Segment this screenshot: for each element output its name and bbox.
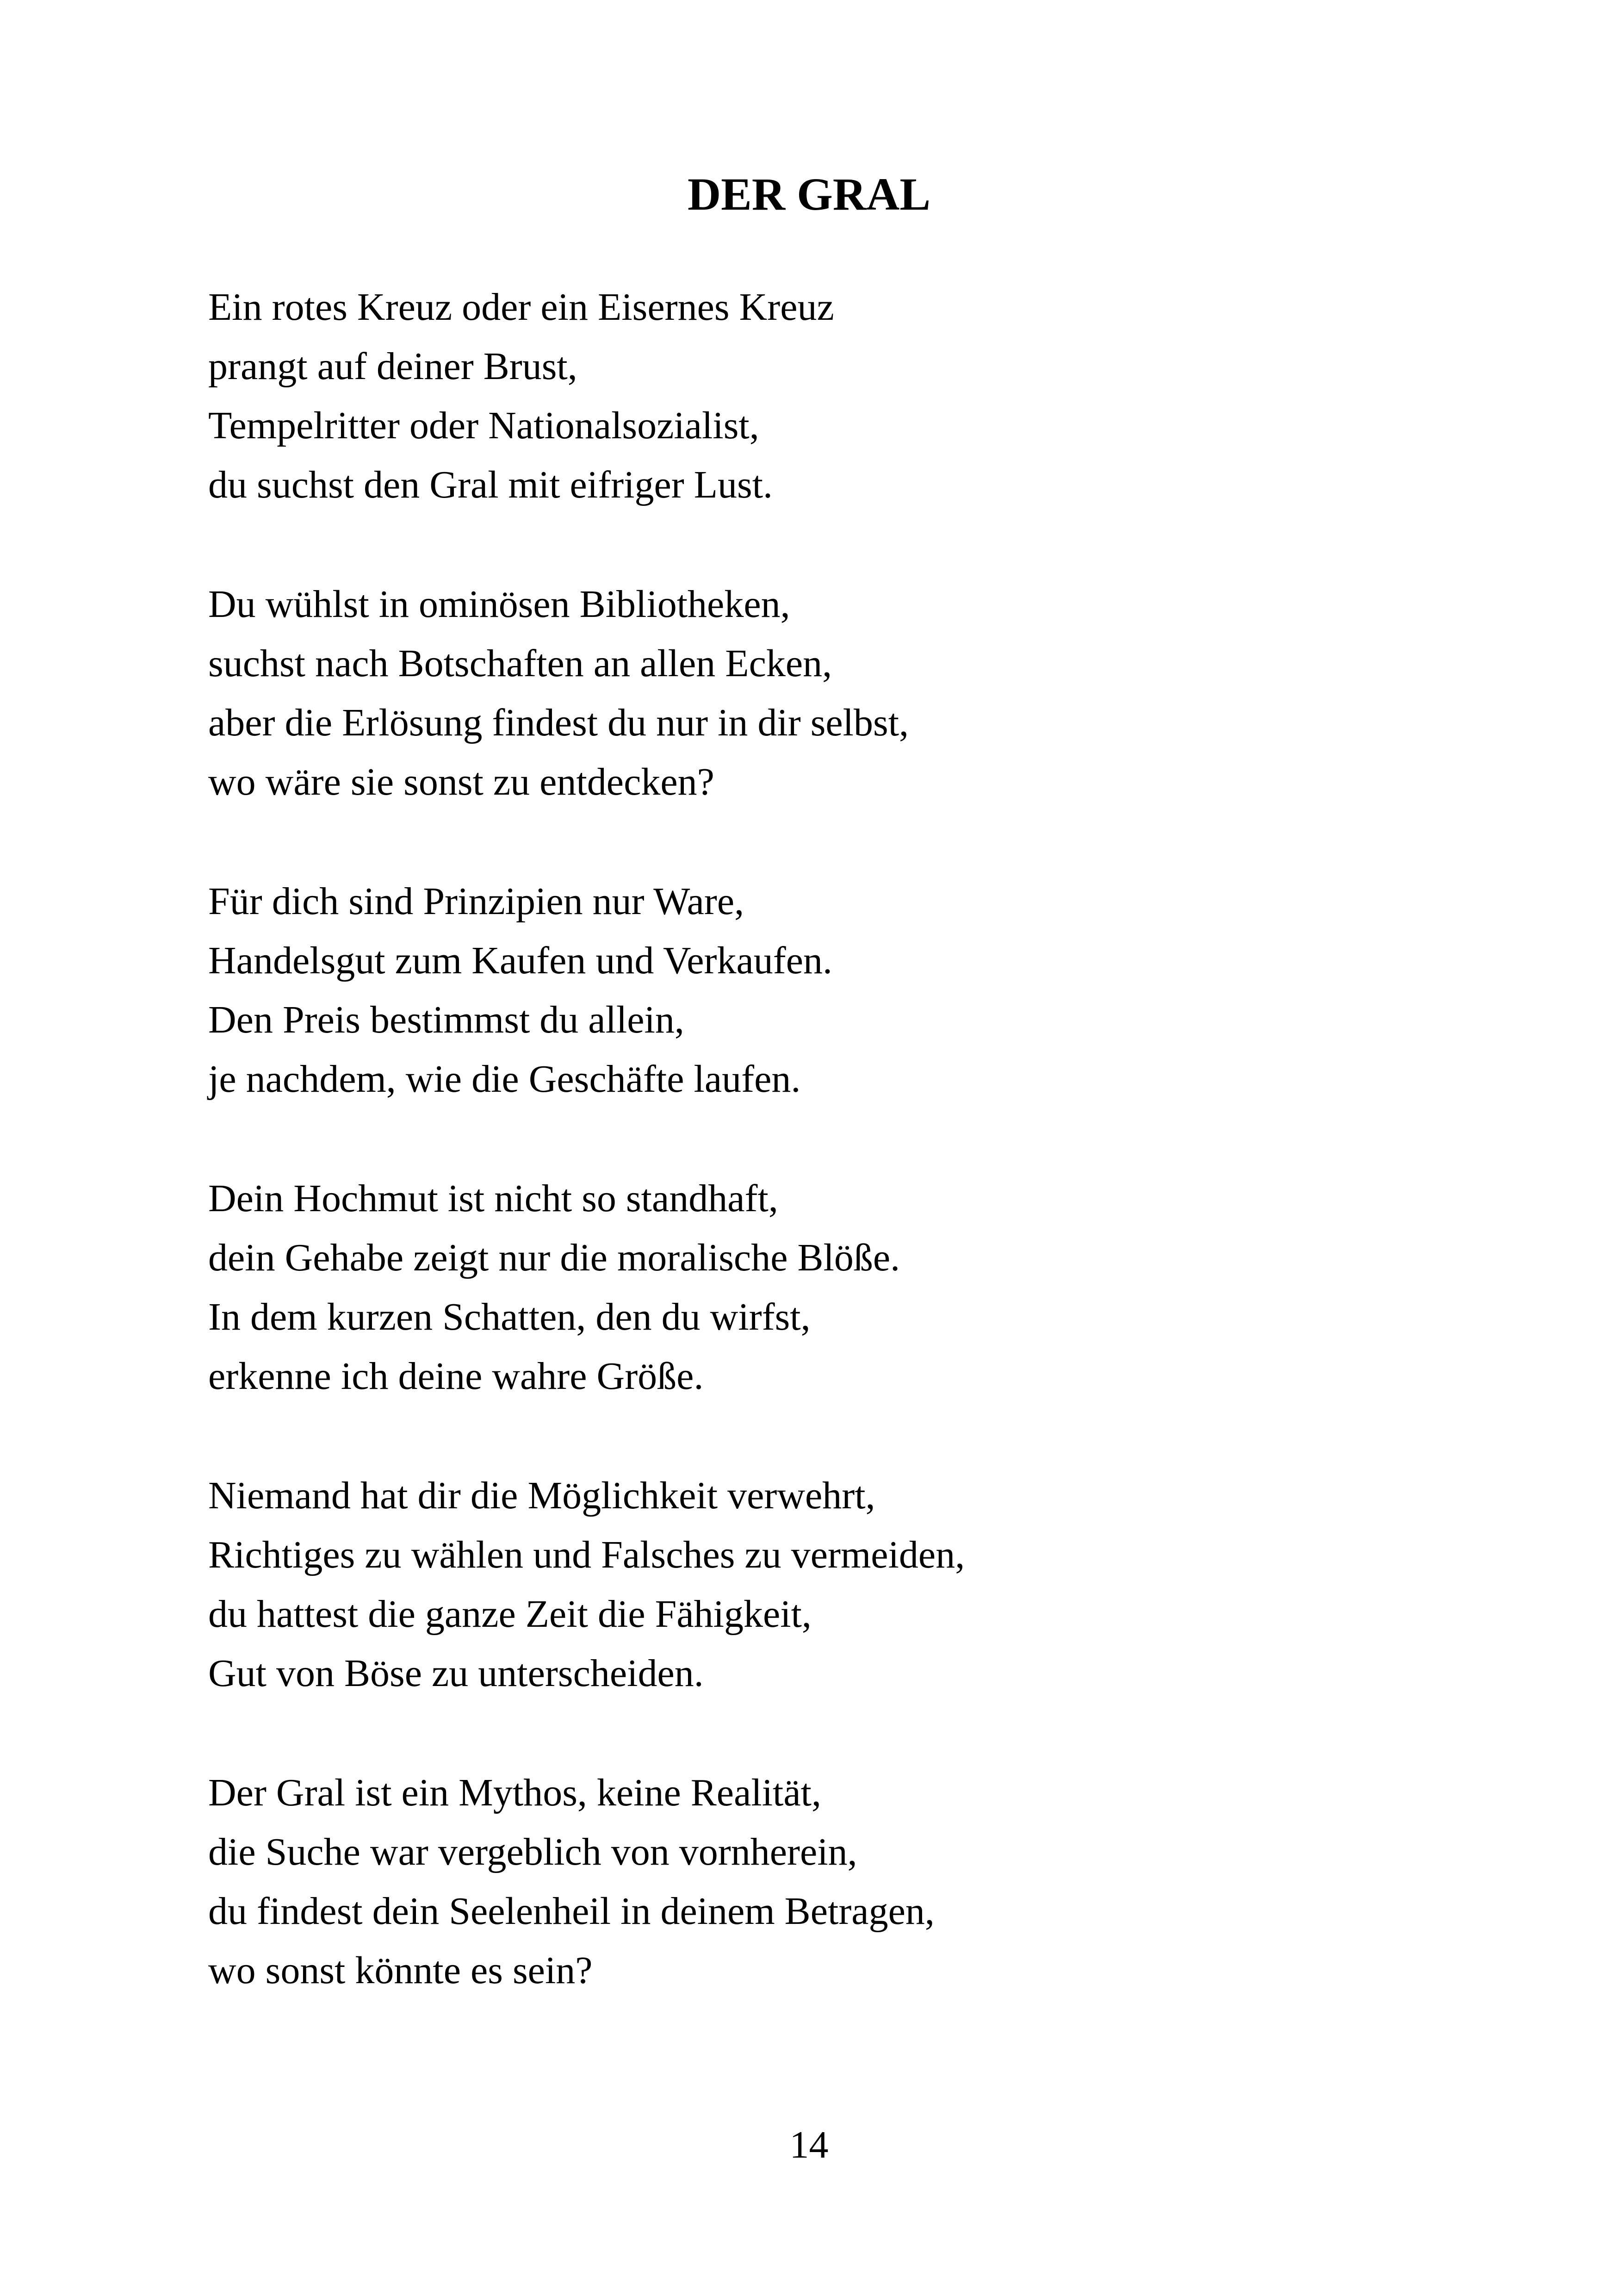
poem-line: Richtiges zu wählen und Falsches zu vermeiden, <box>208 1533 965 1576</box>
poem-line: wo wäre sie sonst zu entdecken? <box>208 760 714 803</box>
poem-line: Für dich sind Prinzipien nur Ware, <box>208 880 744 923</box>
poem-line: Dein Hochmut ist nicht so standhaft, <box>208 1177 778 1220</box>
poem-line: je nachdem, wie die Geschäfte laufen. <box>208 1058 801 1101</box>
stanza-3 <box>208 872 1457 1109</box>
poem-line: Du wühlst in ominösen Bibliotheken, <box>208 583 790 626</box>
poem-line: In dem kurzen Schatten, den du wirfst, <box>208 1295 811 1338</box>
poem-line: erkenne ich deine wahre Größe. <box>208 1355 704 1398</box>
poem-line: du findest dein Seelenheil in deinem Betragen, <box>208 1890 935 1933</box>
poem-line: Gut von Böse zu unterscheiden. <box>208 1652 704 1695</box>
poem-line: Tempelritter oder Nationalsozialist, <box>208 404 759 447</box>
stanza-4 <box>208 1169 1457 1406</box>
poem-line: prangt auf deiner Brust, <box>208 345 577 388</box>
poem-line: die Suche war vergeblich von vornherein, <box>208 1830 857 1873</box>
poem-line: Der Gral ist ein Mythos, keine Realität, <box>208 1771 822 1814</box>
poem-line: Niemand hat dir die Möglichkeit verwehrt, <box>208 1474 875 1517</box>
poem-line: Handelsgut zum Kaufen und Verkaufen. <box>208 939 833 982</box>
poem-line: Den Preis bestimmst du allein, <box>208 998 684 1041</box>
stanza-1 <box>208 278 1457 515</box>
poem-line: du hattest die ganze Zeit die Fähigkeit, <box>208 1593 812 1636</box>
poem-line: aber die Erlösung findest du nur in dir selbst, <box>208 701 909 744</box>
stanza-5 <box>208 1466 1457 1703</box>
poem-body <box>208 278 1457 2000</box>
poem-line: wo sonst könnte es sein? <box>208 1949 593 1992</box>
poem-line: dein Gehabe zeigt nur die moralische Blöße. <box>208 1236 900 1279</box>
page-number: 14 <box>789 2123 829 2166</box>
stanza-2 <box>208 575 1457 812</box>
poem-line: du suchst den Gral mit eifriger Lust. <box>208 463 773 506</box>
poem-line: suchst nach Botschaften an allen Ecken, <box>208 642 832 685</box>
poem-line: Ein rotes Kreuz oder ein Eisernes Kreuz <box>208 286 834 329</box>
poem-title: DER GRAL <box>687 168 931 220</box>
stanza-6 <box>208 1763 1457 2000</box>
